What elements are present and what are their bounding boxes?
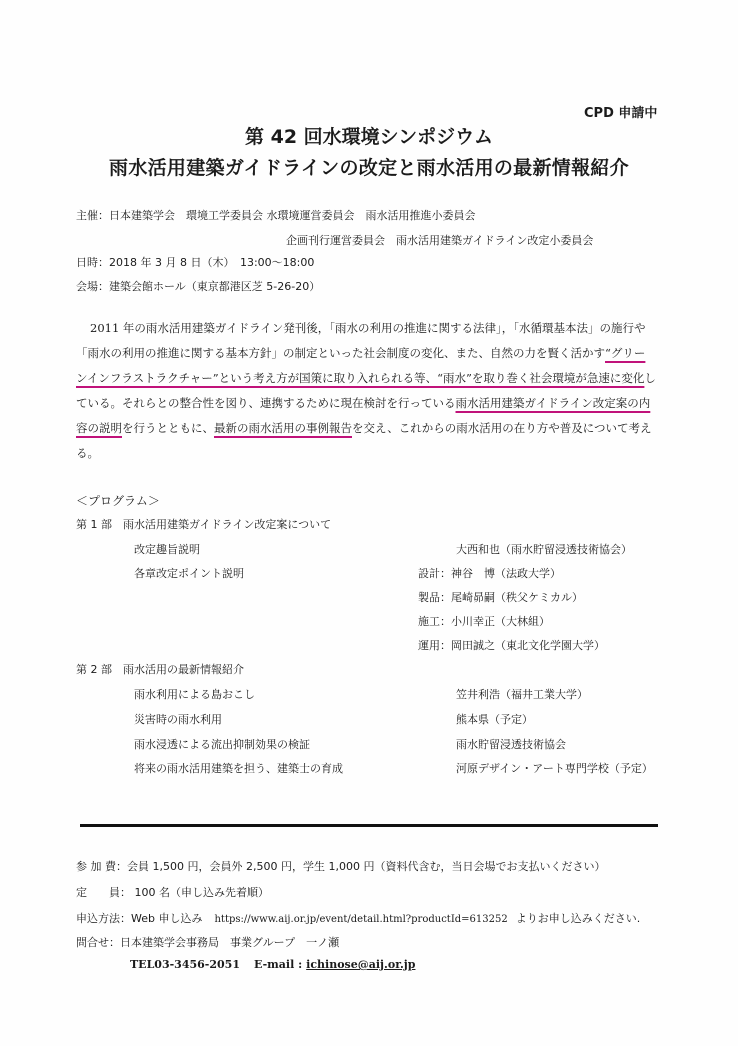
page-title: 第 42 回水環境シンポジウム xyxy=(244,126,493,148)
intro-paragraph xyxy=(76,316,656,466)
program-item-speaker: 大西和也（雨水貯留浸透技術協会） xyxy=(456,543,632,556)
organizer-line-1: 主催：日本建築学会 環境工学委員会 水環境運営委員会 雨水活用推進小委員会 xyxy=(76,209,476,222)
program-item-speaker: 笠井利浩（福井工業大学） xyxy=(456,688,588,701)
intro-text: 2011 年の雨水活用建築ガイドライン発刊後，「雨水の利用の推進に関する法律」，「水循環基本法」の施行や「雨水の利用の推進に関する基本方針」の制定といった社会制度の変化、また、自然の力を賢く活かす xyxy=(76,321,646,360)
contact-details xyxy=(130,958,415,971)
fee-info: 参 加 費：会員 1,500 円，会員外 2,500 円，学生 1,000 円（資料代含む，当日会場でお支払いください） xyxy=(76,860,606,873)
program-item-title: 災害時の雨水利用 xyxy=(134,713,222,726)
contact-info: 問合せ：日本建築学会事務局 事業グループ 一ノ瀬 xyxy=(76,936,340,949)
program-item-title: 改定趣旨説明 xyxy=(134,543,200,556)
program-item-title: 雨水利用による島おこし xyxy=(134,688,255,701)
divider xyxy=(80,824,658,827)
intro-highlight-cases: 最新の雨水活用の事例報告 xyxy=(214,421,352,435)
apply-method xyxy=(76,910,640,926)
program-item-speaker: 河原デザイン・アート専門学校（予定） xyxy=(456,762,653,775)
program-item-speaker: 熊本県（予定） xyxy=(456,713,533,726)
program-item-title: 雨水浸透による流出抑制効果の検証 xyxy=(134,738,310,751)
program-item-speaker: 運用：岡田誠之（東北文化学園大学） xyxy=(418,639,605,652)
program-item-speaker: 製品：尾崎昴嗣（秩父ケミカル） xyxy=(418,591,583,604)
intro-highlight-green-infra: “グリーンインフラストラクチャー”という考え方が国策に取り入れられる等、“雨水”を取り巻く社会環境が急速に変化 xyxy=(76,346,646,385)
intro-text: している。それらとの整合性を図り、連携するために現在検討を行っている xyxy=(76,371,656,410)
program-item-speaker: 雨水貯留浸透技術協会 xyxy=(456,738,566,751)
program-part-2: 第 2 部 雨水活用の最新情報紹介 xyxy=(76,663,244,676)
program-item-title: 各章改定ポイント説明 xyxy=(134,567,244,580)
apply-suffix: よりお申し込みください. xyxy=(515,912,641,925)
program-part-1: 第 1 部 雨水活用建築ガイドライン改定案について xyxy=(76,518,332,531)
program-item-speaker: 設計：神谷 博（法政大学） xyxy=(418,567,561,580)
email-label: E-mail : xyxy=(253,958,303,971)
page-subtitle: 雨水活用建築ガイドラインの改定と雨水活用の最新情報紹介 xyxy=(109,157,629,179)
email-link[interactable]: ichinose@aij.or.jp xyxy=(306,958,416,971)
intro-text: を行うとともに、 xyxy=(122,421,214,435)
cpd-status: CPD 申請中 xyxy=(584,106,658,121)
intro-highlight-guideline: 雨水活用建築ガイドライン改定案の内容の説明 xyxy=(76,396,651,435)
organizer-line-2: 企画刊行運営委員会 雨水活用建築ガイドライン改定小委員会 xyxy=(286,234,594,247)
capacity-info: 定 員： 100 名（申し込み先着順） xyxy=(76,886,269,899)
program-item-speaker: 施工：小川幸正（大林組） xyxy=(418,615,550,628)
tel-number: TEL03-3456-2051 xyxy=(130,958,240,971)
apply-link[interactable]: https://www.aij.or.jp/event/detail.html?productId=613252 xyxy=(214,914,508,925)
apply-label: 申込方法：Web 申し込み xyxy=(76,912,203,925)
program-heading: ＜プログラム＞ xyxy=(76,494,160,508)
intro-text: を交え、これからの雨水活用の在り方や普及について考える。 xyxy=(76,421,652,460)
program-item-title: 将来の雨水活用建築を担う、建築士の育成 xyxy=(134,762,343,775)
event-venue: 会場：建築会館ホール（東京都港区芝 5-26-20） xyxy=(76,280,321,293)
event-date: 日時：2018 年 3 月 8 日（木） 13:00～18:00 xyxy=(76,256,315,269)
